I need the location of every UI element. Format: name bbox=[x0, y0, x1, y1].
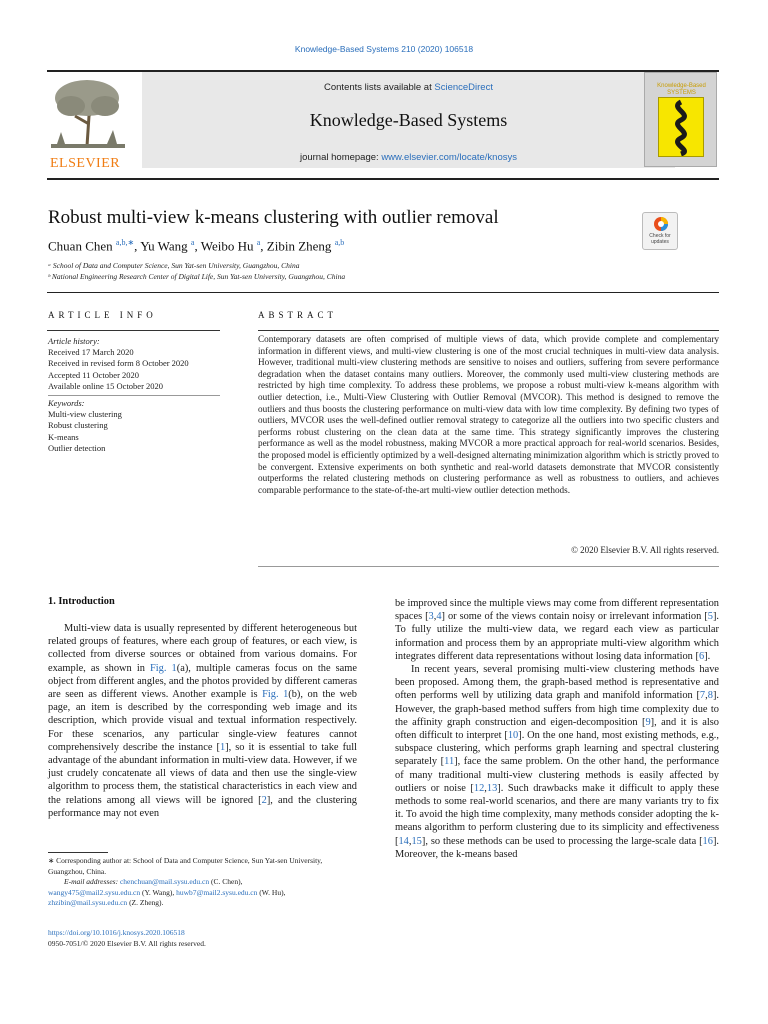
paragraph-text: (b), on the web page, an item is described by the corresponding web image and its description, which provide visual and textual information respectively. For these scenarios, any particular single-view features cannot comprehensively describe the instance [ bbox=[48, 689, 357, 753]
paragraph-text: ] or some of the views contain noisy or irrelevant information [ bbox=[441, 611, 708, 623]
abstract-text: Contemporary datasets are often comprised of multiple views of data, which provide complete and complementary information in different views, and multi-view clustering is one of the most crucial techniques in multi-view data analysis. However, traditional multi-view clustering methods are sensitive to noises and outliers, suffering from severe performance degradation when the dataset contains many outliers. Moreover, the commonly used multi-view clustering methods are restricted by high time complexity. To address these problems, we propose a robust multi-view k-means algorithm with outlier detection, i.e., Multi-View Clustering with Outlier Removal (MVCOR). This method is designed to remove the outliers and thus boosts the clustering performance on multi-view data with low time complexity. By defining two types of outliers, MVCOR uses the well-defined outlier removal strategy to categorize all the outliers into two specific clusters and performs robust clustering on the clean data at the same time. This strategy significantly improves the clustering performance as well as the model robustness, making MVCOR a more practical approach for real-world scenarios. Besides, the proposed model is efficiently optimized by a well-designed alternating minimization algorithm which is strictly proved to be convergent. Extensive experiments on both synthetic and real-world datasets demonstrate that MVCOR consistently outperforms the related clustering methods on clustering performance as well as robustness to outliers, and achieves comparable performance to the state-of-the-art multi-view outlier detection methods. bbox=[258, 334, 719, 495]
keyword-item: Robust clustering bbox=[48, 420, 108, 431]
citation-reference-link[interactable]: 9 bbox=[645, 716, 651, 728]
citation-reference-link[interactable]: 13 bbox=[486, 782, 498, 794]
journal-citation[interactable]: Knowledge-Based Systems 210 (2020) 106518 bbox=[294, 44, 474, 54]
crossmark-label: Check for updates bbox=[649, 233, 671, 245]
citation-reference-link[interactable]: Fig. 1 bbox=[262, 689, 289, 701]
citation-reference-link[interactable]: 7 bbox=[699, 690, 706, 702]
paragraph-text: ]. However, the graph-based method suffers from high time complexity due to the affinity graph construction and eigen-decomposition [ bbox=[395, 690, 719, 728]
keyword-item: Multi-view clustering bbox=[48, 409, 122, 420]
journal-masthead bbox=[47, 70, 719, 170]
sciencedirect-link[interactable]: ScienceDirect bbox=[434, 82, 493, 93]
article-history-label: Article history: bbox=[48, 336, 100, 346]
paragraph-text: ], so it is essential to take full advantage of the abundant information in multi-view data. However, if we just crudely concatenate all views of data and then use the single-view algorithm to process them, the statistical characteristics in each view and the relations among all views will be ignored [ bbox=[48, 741, 358, 806]
paragraph-text: ], face the same problem. On the other hand, the performance of many traditional multi-view clustering methods is easily affected by outliers or noise [ bbox=[395, 756, 719, 794]
paragraph-text: , bbox=[484, 782, 487, 794]
paragraph-text: (a), multiple cameras focus on the same object from different angles, and the photos provided by different cameras are seen as different views. Another example is bbox=[48, 662, 357, 701]
citation-reference-link[interactable]: 5 bbox=[707, 611, 713, 623]
keyword-item: K-means bbox=[48, 431, 79, 442]
paragraph-text: , bbox=[433, 611, 437, 623]
paragraph-text: ], so these methods can be used to processing the large-scale data [ bbox=[421, 835, 703, 847]
email-link[interactable]: chenchuan@mail.sysu.edu.cn bbox=[119, 877, 210, 887]
email-addresses-cont bbox=[48, 898, 358, 909]
affiliation-b: ᵇ National Engineering Research Center of Digital Life, Sun Yat-sen University, Guangzhou, China bbox=[48, 272, 346, 281]
paper-title: Robust multi-view k-means clustering with outlier removal bbox=[48, 207, 499, 228]
author-affiliation-mark[interactable]: a,b bbox=[334, 238, 345, 247]
doi-block bbox=[48, 928, 358, 949]
citation-reference-link[interactable]: 16 bbox=[702, 835, 713, 847]
masthead-band bbox=[142, 72, 675, 168]
citation-reference-link[interactable]: 14 bbox=[398, 835, 409, 847]
paragraph-text: , bbox=[705, 690, 708, 702]
author-separator: , bbox=[194, 238, 201, 254]
author-name[interactable]: Zibin Zheng bbox=[266, 238, 335, 254]
author-separator: , bbox=[134, 238, 141, 254]
paragraph-text: ]. To fully utilize the multi-view data, we regard each view as particular information and process them by an appropriate multi-view algorithm which integrates different data representations without losing data information [ bbox=[395, 611, 719, 662]
citation-reference-link[interactable]: 3 bbox=[428, 611, 434, 623]
doi-link[interactable]: https://doi.org/10.1016/j.knosys.2020.106518 bbox=[48, 928, 185, 937]
abstract-copyright: © 2020 Elsevier B.V. All rights reserved. bbox=[571, 545, 719, 555]
intro-paragraph bbox=[395, 663, 719, 861]
footnote-rule bbox=[48, 852, 108, 853]
journal-title: Knowledge-Based Systems bbox=[309, 110, 508, 130]
citation-reference-link[interactable]: 12 bbox=[473, 782, 485, 794]
email-link[interactable]: zhzibin@mail.sysu.edu.cn bbox=[48, 898, 128, 908]
email-link[interactable]: wangy475@mail2.sysu.edu.cn bbox=[48, 887, 141, 897]
author-name[interactable]: Chuan Chen bbox=[48, 238, 116, 254]
citation-reference-link[interactable]: 2 bbox=[261, 794, 267, 806]
paragraph-text: ]. On the one hand, most existing methods, e.g., subspace clustering, which performs graph learning and spectral clustering separately [ bbox=[395, 730, 719, 768]
crossmark-icon bbox=[653, 216, 669, 232]
journal-cover-thumbnail[interactable] bbox=[644, 72, 717, 167]
email-owner: (C. Chen), bbox=[209, 877, 243, 887]
check-for-updates-button[interactable] bbox=[642, 212, 678, 250]
author-affiliation-mark[interactable]: a bbox=[190, 238, 195, 247]
email-label: E-mail addresses: bbox=[64, 877, 120, 887]
issn-line: 0950-7051/© 2020 Elsevier B.V. All rights reserved. bbox=[48, 938, 206, 948]
history-item: Available online 15 October 2020 bbox=[48, 380, 164, 391]
citation-reference-link[interactable]: 6 bbox=[698, 650, 705, 662]
email-addresses-cont bbox=[48, 888, 358, 899]
cover-title: Knowledge-Based SYSTEMS bbox=[657, 83, 706, 96]
history-item: Received in revised form 8 October 2020 bbox=[48, 358, 189, 369]
paragraph-text: ]. Moreover, the k-means based bbox=[395, 835, 719, 860]
abstract-bottom-rule bbox=[258, 566, 719, 567]
citation-reference-link[interactable]: 10 bbox=[507, 730, 519, 742]
paragraph-text: In recent years, several promising multi-view clustering methods have been proposed. Among them, the graph-based method is representative and often performs well by utilizing data graph and manifold information [ bbox=[395, 664, 719, 702]
citation-reference-link[interactable]: 11 bbox=[444, 756, 455, 768]
homepage-prefix: journal homepage: bbox=[299, 152, 382, 163]
email-owner: (Z. Zheng). bbox=[127, 898, 164, 908]
author-affiliation-mark[interactable]: a bbox=[256, 238, 261, 247]
email-addresses bbox=[48, 877, 358, 888]
article-info-panel bbox=[48, 336, 220, 454]
footnotes bbox=[48, 856, 358, 909]
email-link[interactable]: huwb7@mail2.sysu.edu.cn bbox=[176, 887, 258, 897]
paragraph-text: ], and it is also often difficult to interpret [ bbox=[395, 716, 719, 742]
abstract-rule bbox=[258, 330, 719, 331]
citation-reference-link[interactable]: Fig. 1 bbox=[150, 662, 177, 674]
right-column bbox=[395, 597, 719, 861]
publisher-name: ELSEVIER bbox=[50, 156, 121, 171]
author-separator: , bbox=[260, 238, 267, 254]
intro-paragraph bbox=[48, 622, 357, 820]
paragraph-text: ]. Such drawbacks make it difficult to apply these methods to some real-world scenarios, and there are many variants try to fix it. To avoid the high time complexity, many methods consider adopting the k-means algorithm to perform clustering due to its simplicity and effectiveness [ bbox=[395, 782, 720, 847]
citation-reference-link[interactable]: 15 bbox=[411, 835, 422, 847]
article-info-heading: ARTICLE INFO bbox=[48, 310, 157, 320]
keywords-label: Keywords: bbox=[48, 398, 85, 409]
abstract-heading: ABSTRACT bbox=[258, 310, 338, 320]
affiliation-a: ᵃ School of Data and Computer Science, Sun Yat-sen University, Guangzhou, China bbox=[48, 261, 300, 270]
citation-reference-link[interactable]: 8 bbox=[707, 690, 713, 702]
author-name[interactable]: Weibo Hu bbox=[200, 238, 257, 254]
contents-prefix: Contents lists available at bbox=[324, 82, 435, 93]
corresponding-author-note: ∗ Corresponding author at: School of Data and Computer Science, Sun Yat-sen University, Guangzhou, China. bbox=[48, 856, 323, 876]
journal-homepage-line bbox=[142, 152, 675, 163]
article-info-rule bbox=[47, 330, 220, 331]
paragraph-text: , bbox=[408, 835, 412, 847]
author-name[interactable]: Yu Wang bbox=[140, 238, 191, 254]
paragraph-text: ], and the clustering performance may not even bbox=[48, 794, 357, 819]
elsevier-logo bbox=[47, 76, 129, 171]
journal-homepage-link[interactable]: www.elsevier.com/locate/knosys bbox=[381, 152, 518, 163]
email-owner: (Y. Wang), bbox=[140, 887, 177, 897]
paragraph-text: be improved since the multiple views may come from different representation spaces [ bbox=[395, 598, 719, 623]
section-heading-introduction: 1. Introduction bbox=[48, 596, 115, 607]
cover-artwork bbox=[658, 97, 704, 157]
masthead-bottom-rule bbox=[47, 178, 719, 180]
left-column bbox=[48, 622, 357, 820]
contents-available-line bbox=[142, 82, 675, 93]
header-divider bbox=[47, 292, 719, 293]
intro-paragraph bbox=[395, 597, 719, 663]
history-item: Accepted 11 October 2020 bbox=[48, 369, 140, 380]
citation-reference-link[interactable]: 1 bbox=[219, 741, 226, 753]
email-owner: (W. Hu), bbox=[257, 887, 286, 897]
history-item: Received 17 March 2020 bbox=[48, 347, 134, 358]
paragraph-text: Multi-view data is usually represented by different heterogeneous but related groups of features, where each group of features, or each view, is collected from diverse sources or obtained from various domains. For example, as shown in bbox=[48, 623, 357, 674]
paragraph-text: ]. bbox=[704, 650, 711, 662]
author-list bbox=[48, 238, 344, 254]
author-affiliation-mark[interactable]: a,b,∗ bbox=[115, 238, 135, 247]
article-info-separator bbox=[48, 395, 220, 396]
keyword-item: Outlier detection bbox=[48, 442, 106, 453]
citation-reference-link[interactable]: 4 bbox=[436, 611, 442, 623]
